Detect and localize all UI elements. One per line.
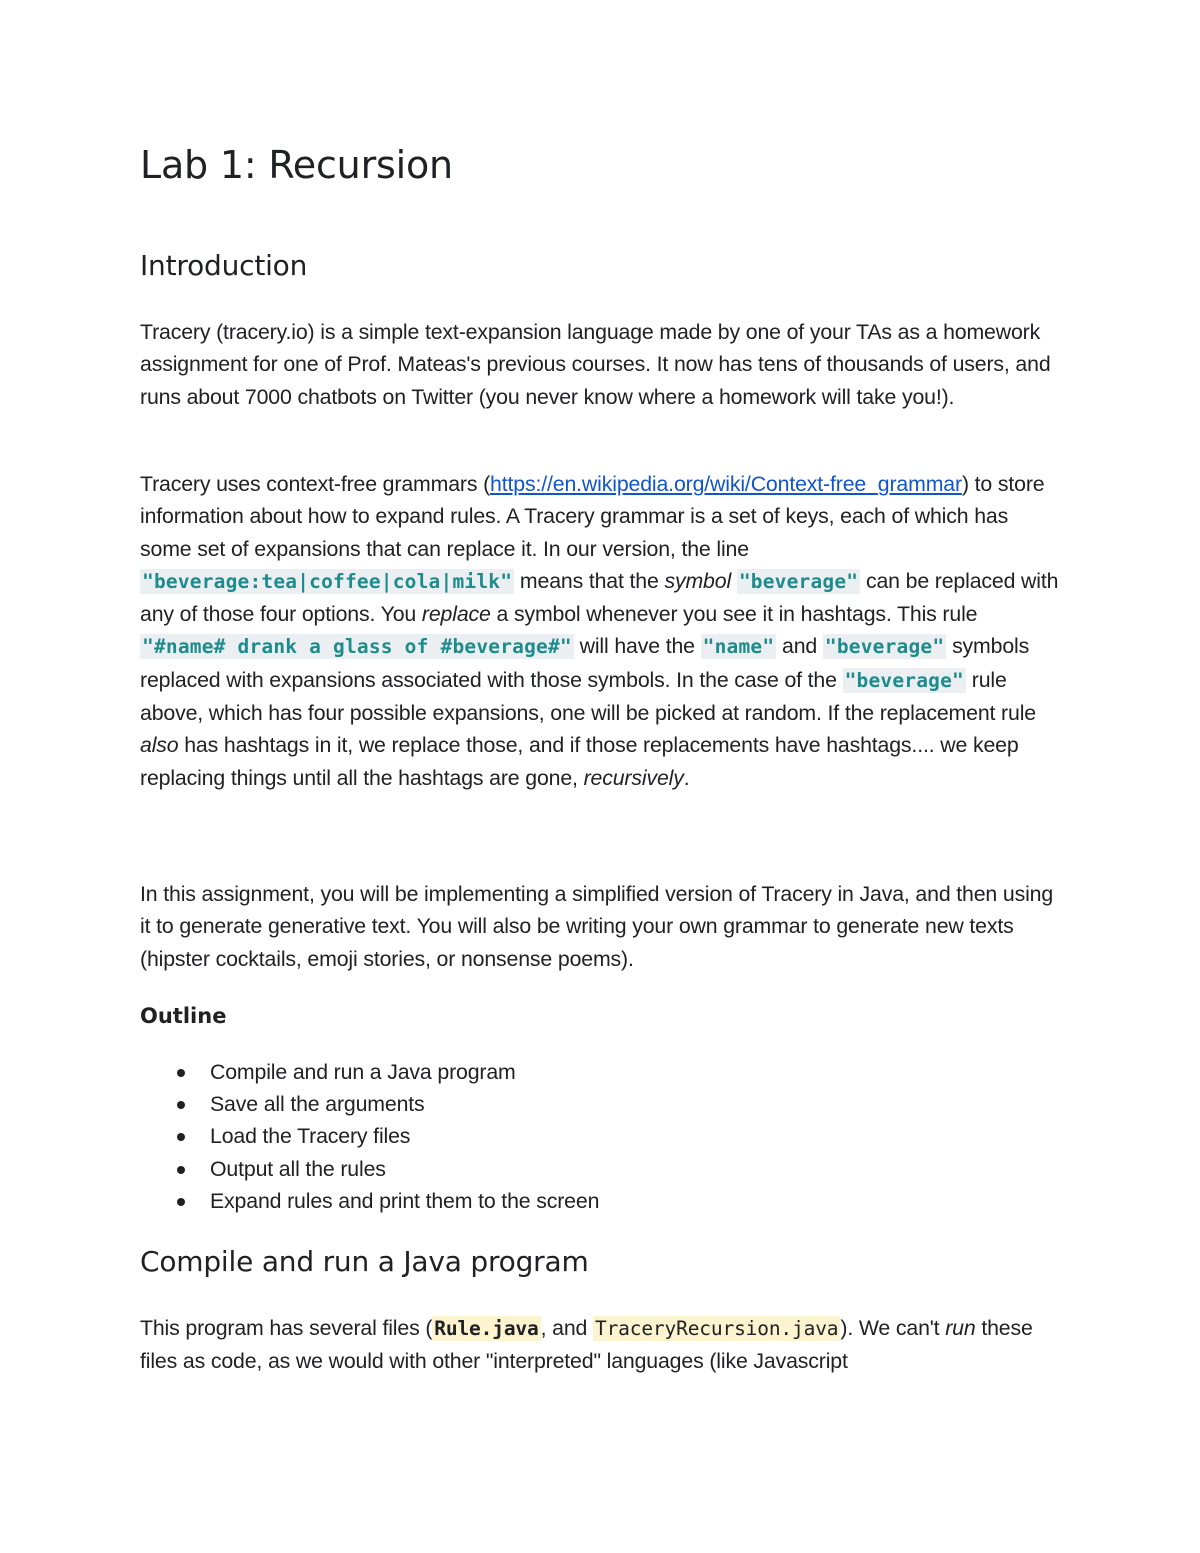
list-item: Output all the rules	[140, 1153, 599, 1185]
intro-paragraph-3: In this assignment, you will be implementing a simplified version of Tracery in Java, and then using it to generate generative text. You will also be writing your own grammar to generate new texts (hipster cocktails, emoji stories, or nonsense poems).	[140, 882, 1054, 971]
list-item: Load the Tracery files	[140, 1120, 599, 1152]
wikipedia-link[interactable]: https://en.wikipedia.org/wiki/Context-free_grammar	[490, 472, 962, 496]
outline-heading: Outline	[140, 1004, 227, 1028]
inline-code-beverage: "beverage"	[738, 569, 859, 593]
intro-paragraph-1: Tracery (tracery.io) is a simple text-expansion language made by one of your TAs as a homework assignment for one of Prof. Mateas's previous courses. It now has tens of thousands of users, and runs about 7000 chatbots on Twitter (you never know where a homework will take you!).	[140, 320, 1051, 409]
inline-code-beverage: "beverage"	[844, 668, 964, 692]
inline-code-name: "name"	[702, 635, 775, 659]
outline-list	[140, 1056, 599, 1217]
inline-code-beverage-rule: "beverage:tea|coffee|cola|milk"	[142, 569, 513, 593]
bullet-icon	[177, 1133, 185, 1141]
bullet-icon	[177, 1101, 185, 1109]
introduction-heading: Introduction	[140, 249, 308, 282]
bullet-icon	[177, 1069, 185, 1077]
compile-heading: Compile and run a Java program	[140, 1245, 589, 1278]
compile-paragraph-1: This program has several files ( Rule.java, and TraceryRecursion.java). We can't run these files as code, as we would with other "interpreted" languages (like Javascript	[140, 1316, 1033, 1374]
inline-file-tracery-recursion-java: TraceryRecursion.java	[594, 1317, 839, 1340]
list-item: Compile and run a Java program	[140, 1056, 599, 1088]
page-title: Lab 1: Recursion	[140, 143, 453, 187]
intro-paragraph-2: Tracery uses context-free grammars (https://en.wikipedia.org/wiki/Context-free_grammar) to store information about how to expand rules. A Tracery grammar is a set of keys, each of which has some set of expansions that can replace it. In our version, the line "beverage:tea|coffee|cola|milk" means that the symbol "beverage" can be replaced with any of those four options. You replace a symbol whenever you see it in hashtags. This rule "#name# drank a glass of #beverage#" will have the "name" and "beverage" symbols replaced with expansions associated with those symbols. In the case of the "beverage" rule above, which has four possible expansions, one will be picked at random. If the replacement rule also has hashtags in it, we replace those, and if those replacements have hashtags.... we keep replacing things until all the hashtags are gone, recursively.	[140, 472, 1059, 790]
bullet-icon	[177, 1166, 185, 1174]
inline-file-rule-java: Rule.java	[434, 1317, 539, 1340]
inline-code-rule-example: "#name# drank a glass of #beverage#"	[142, 635, 572, 659]
list-item: Expand rules and print them to the screen	[140, 1185, 599, 1217]
list-item: Save all the arguments	[140, 1088, 599, 1120]
bullet-icon	[177, 1198, 185, 1206]
inline-code-beverage: "beverage"	[824, 635, 945, 659]
